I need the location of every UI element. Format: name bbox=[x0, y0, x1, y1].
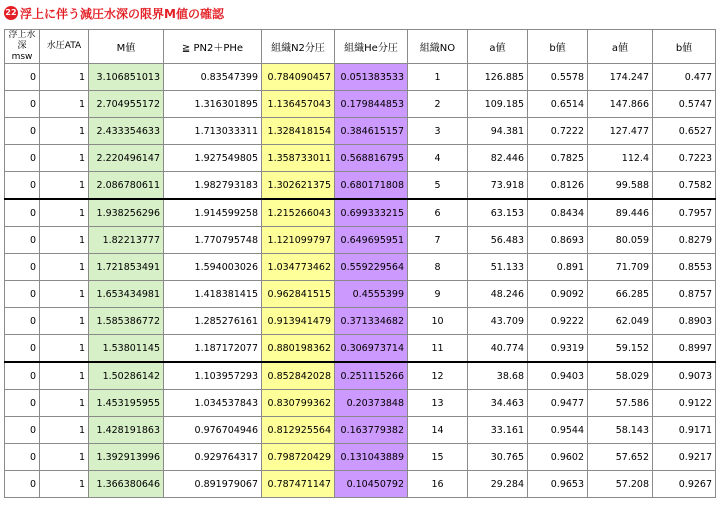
table-row bbox=[5, 145, 716, 172]
cell-pn2-phe: 1.594003026 bbox=[164, 254, 262, 281]
cell-he-pressure: 0.568816795 bbox=[335, 145, 408, 172]
header-b-n2: b値 bbox=[528, 30, 588, 64]
table-row bbox=[5, 335, 716, 363]
cell-pn2-phe: 1.418381415 bbox=[164, 281, 262, 308]
cell-depth: 0 bbox=[5, 417, 40, 444]
cell-depth: 0 bbox=[5, 91, 40, 118]
cell-pn2-phe: 0.891979067 bbox=[164, 471, 262, 498]
cell-b-he: 0.9122 bbox=[653, 390, 716, 417]
cell-n2-pressure: 0.852842028 bbox=[262, 362, 335, 390]
cell-b-n2: 0.9602 bbox=[528, 444, 588, 471]
cell-n2-pressure: 1.034773462 bbox=[262, 254, 335, 281]
table-row bbox=[5, 471, 716, 498]
cell-a-n2: 56.483 bbox=[468, 227, 528, 254]
cell-b-n2: 0.7825 bbox=[528, 145, 588, 172]
cell-tissue-no: 1 bbox=[408, 64, 468, 91]
cell-depth: 0 bbox=[5, 362, 40, 390]
cell-depth: 0 bbox=[5, 444, 40, 471]
cell-he-pressure: 0.163779382 bbox=[335, 417, 408, 444]
cell-pressure: 1 bbox=[40, 417, 89, 444]
cell-a-n2: 63.153 bbox=[468, 199, 528, 227]
cell-b-he: 0.6527 bbox=[653, 118, 716, 145]
header-depth: 浮上水深msw bbox=[5, 30, 40, 64]
cell-b-he: 0.5747 bbox=[653, 91, 716, 118]
cell-pn2-phe: 1.927549805 bbox=[164, 145, 262, 172]
cell-a-n2: 34.463 bbox=[468, 390, 528, 417]
cell-he-pressure: 0.384615157 bbox=[335, 118, 408, 145]
cell-m-value: 1.453195955 bbox=[89, 390, 164, 417]
cell-a-he: 57.652 bbox=[588, 444, 653, 471]
cell-a-n2: 30.765 bbox=[468, 444, 528, 471]
cell-a-n2: 29.284 bbox=[468, 471, 528, 498]
cell-b-n2: 0.9222 bbox=[528, 308, 588, 335]
cell-he-pressure: 0.251115266 bbox=[335, 362, 408, 390]
cell-depth: 0 bbox=[5, 390, 40, 417]
page-title bbox=[4, 4, 224, 22]
header-he-pressure: 組織He分圧 bbox=[335, 30, 408, 64]
cell-a-n2: 40.774 bbox=[468, 335, 528, 363]
cell-b-n2: 0.9403 bbox=[528, 362, 588, 390]
cell-tissue-no: 12 bbox=[408, 362, 468, 390]
cell-tissue-no: 15 bbox=[408, 444, 468, 471]
cell-pn2-phe: 1.982793183 bbox=[164, 172, 262, 200]
cell-m-value: 1.366380646 bbox=[89, 471, 164, 498]
cell-m-value: 1.50286142 bbox=[89, 362, 164, 390]
header-n2-pressure: 組織N2分圧 bbox=[262, 30, 335, 64]
cell-a-he: 174.247 bbox=[588, 64, 653, 91]
cell-a-he: 62.049 bbox=[588, 308, 653, 335]
cell-pn2-phe: 0.976704946 bbox=[164, 417, 262, 444]
cell-m-value: 1.938256296 bbox=[89, 199, 164, 227]
cell-he-pressure: 0.649695951 bbox=[335, 227, 408, 254]
cell-pn2-phe: 0.929764317 bbox=[164, 444, 262, 471]
cell-pn2-phe: 1.034537843 bbox=[164, 390, 262, 417]
cell-b-n2: 0.891 bbox=[528, 254, 588, 281]
cell-tissue-no: 2 bbox=[408, 91, 468, 118]
cell-depth: 0 bbox=[5, 145, 40, 172]
cell-he-pressure: 0.559229564 bbox=[335, 254, 408, 281]
cell-depth: 0 bbox=[5, 471, 40, 498]
table-row bbox=[5, 417, 716, 444]
table-row bbox=[5, 308, 716, 335]
table-row bbox=[5, 281, 716, 308]
cell-pressure: 1 bbox=[40, 227, 89, 254]
cell-depth: 0 bbox=[5, 118, 40, 145]
cell-pn2-phe: 1.914599258 bbox=[164, 199, 262, 227]
cell-pressure: 1 bbox=[40, 172, 89, 200]
cell-a-he: 57.586 bbox=[588, 390, 653, 417]
cell-n2-pressure: 1.121099797 bbox=[262, 227, 335, 254]
cell-a-he: 71.709 bbox=[588, 254, 653, 281]
cell-depth: 0 bbox=[5, 254, 40, 281]
table-row bbox=[5, 390, 716, 417]
cell-pressure: 1 bbox=[40, 64, 89, 91]
cell-he-pressure: 0.306973714 bbox=[335, 335, 408, 363]
cell-pressure: 1 bbox=[40, 281, 89, 308]
cell-tissue-no: 4 bbox=[408, 145, 468, 172]
cell-a-n2: 33.161 bbox=[468, 417, 528, 444]
cell-b-n2: 0.6514 bbox=[528, 91, 588, 118]
cell-m-value: 2.433354633 bbox=[89, 118, 164, 145]
cell-b-he: 0.7223 bbox=[653, 145, 716, 172]
cell-a-he: 147.866 bbox=[588, 91, 653, 118]
header-row bbox=[5, 30, 716, 64]
cell-pressure: 1 bbox=[40, 199, 89, 227]
cell-n2-pressure: 1.302621375 bbox=[262, 172, 335, 200]
m-value-table bbox=[4, 29, 716, 498]
cell-b-he: 0.477 bbox=[653, 64, 716, 91]
table-row bbox=[5, 64, 716, 91]
cell-a-n2: 48.246 bbox=[468, 281, 528, 308]
cell-pressure: 1 bbox=[40, 118, 89, 145]
cell-n2-pressure: 1.136457043 bbox=[262, 91, 335, 118]
cell-m-value: 1.392913996 bbox=[89, 444, 164, 471]
cell-m-value: 2.704955172 bbox=[89, 91, 164, 118]
cell-tissue-no: 6 bbox=[408, 199, 468, 227]
cell-b-he: 0.8997 bbox=[653, 335, 716, 363]
cell-pressure: 1 bbox=[40, 335, 89, 363]
cell-a-n2: 51.133 bbox=[468, 254, 528, 281]
cell-b-n2: 0.9092 bbox=[528, 281, 588, 308]
cell-n2-pressure: 0.787471147 bbox=[262, 471, 335, 498]
title-text: 浮上に伴う減圧水深の限界M値の確認 bbox=[20, 6, 224, 21]
cell-b-he: 0.7582 bbox=[653, 172, 716, 200]
cell-he-pressure: 0.4555399 bbox=[335, 281, 408, 308]
cell-b-n2: 0.9477 bbox=[528, 390, 588, 417]
cell-tissue-no: 3 bbox=[408, 118, 468, 145]
cell-a-n2: 94.381 bbox=[468, 118, 528, 145]
cell-a-he: 89.446 bbox=[588, 199, 653, 227]
cell-he-pressure: 0.10450792 bbox=[335, 471, 408, 498]
cell-n2-pressure: 0.812925564 bbox=[262, 417, 335, 444]
cell-pn2-phe: 1.713033311 bbox=[164, 118, 262, 145]
cell-he-pressure: 0.680171808 bbox=[335, 172, 408, 200]
cell-pn2-phe: 0.83547399 bbox=[164, 64, 262, 91]
cell-a-he: 66.285 bbox=[588, 281, 653, 308]
cell-a-he: 80.059 bbox=[588, 227, 653, 254]
cell-he-pressure: 0.131043889 bbox=[335, 444, 408, 471]
header-b-he: b値 bbox=[653, 30, 716, 64]
cell-he-pressure: 0.371334682 bbox=[335, 308, 408, 335]
cell-n2-pressure: 0.830799362 bbox=[262, 390, 335, 417]
cell-he-pressure: 0.051383533 bbox=[335, 64, 408, 91]
table-row bbox=[5, 118, 716, 145]
cell-depth: 0 bbox=[5, 172, 40, 200]
cell-depth: 0 bbox=[5, 227, 40, 254]
cell-m-value: 2.086780611 bbox=[89, 172, 164, 200]
cell-m-value: 1.82213777 bbox=[89, 227, 164, 254]
cell-b-he: 0.9217 bbox=[653, 444, 716, 471]
cell-pn2-phe: 1.316301895 bbox=[164, 91, 262, 118]
cell-tissue-no: 5 bbox=[408, 172, 468, 200]
cell-a-n2: 82.446 bbox=[468, 145, 528, 172]
cell-depth: 0 bbox=[5, 308, 40, 335]
cell-pn2-phe: 1.103957293 bbox=[164, 362, 262, 390]
cell-b-n2: 0.5578 bbox=[528, 64, 588, 91]
cell-pressure: 1 bbox=[40, 308, 89, 335]
cell-depth: 0 bbox=[5, 335, 40, 363]
cell-tissue-no: 7 bbox=[408, 227, 468, 254]
cell-b-he: 0.9171 bbox=[653, 417, 716, 444]
table-row bbox=[5, 362, 716, 390]
header-a-n2: a値 bbox=[468, 30, 528, 64]
cell-pressure: 1 bbox=[40, 444, 89, 471]
cell-a-he: 127.477 bbox=[588, 118, 653, 145]
cell-tissue-no: 10 bbox=[408, 308, 468, 335]
number-badge: 22 bbox=[4, 6, 18, 20]
cell-m-value: 3.106851013 bbox=[89, 64, 164, 91]
cell-a-he: 58.029 bbox=[588, 362, 653, 390]
cell-b-n2: 0.9653 bbox=[528, 471, 588, 498]
cell-a-he: 57.208 bbox=[588, 471, 653, 498]
header-tissue-no: 組織NO bbox=[408, 30, 468, 64]
cell-n2-pressure: 0.784090457 bbox=[262, 64, 335, 91]
cell-n2-pressure: 0.798720429 bbox=[262, 444, 335, 471]
cell-tissue-no: 14 bbox=[408, 417, 468, 444]
table-row bbox=[5, 444, 716, 471]
table-row bbox=[5, 227, 716, 254]
table-row bbox=[5, 254, 716, 281]
cell-pn2-phe: 1.770795748 bbox=[164, 227, 262, 254]
cell-n2-pressure: 1.215266043 bbox=[262, 199, 335, 227]
cell-b-n2: 0.9544 bbox=[528, 417, 588, 444]
cell-tissue-no: 8 bbox=[408, 254, 468, 281]
cell-depth: 0 bbox=[5, 199, 40, 227]
cell-b-he: 0.9267 bbox=[653, 471, 716, 498]
cell-b-he: 0.8553 bbox=[653, 254, 716, 281]
cell-m-value: 2.220496147 bbox=[89, 145, 164, 172]
cell-b-n2: 0.9319 bbox=[528, 335, 588, 363]
cell-pressure: 1 bbox=[40, 362, 89, 390]
cell-n2-pressure: 1.328418154 bbox=[262, 118, 335, 145]
cell-pressure: 1 bbox=[40, 390, 89, 417]
cell-m-value: 1.53801145 bbox=[89, 335, 164, 363]
header-m-value: M値 bbox=[89, 30, 164, 64]
cell-he-pressure: 0.179844853 bbox=[335, 91, 408, 118]
table-row bbox=[5, 91, 716, 118]
cell-n2-pressure: 0.913941479 bbox=[262, 308, 335, 335]
cell-a-n2: 73.918 bbox=[468, 172, 528, 200]
cell-depth: 0 bbox=[5, 64, 40, 91]
cell-he-pressure: 0.20373848 bbox=[335, 390, 408, 417]
table-row bbox=[5, 172, 716, 200]
cell-b-he: 0.8757 bbox=[653, 281, 716, 308]
cell-tissue-no: 13 bbox=[408, 390, 468, 417]
cell-pressure: 1 bbox=[40, 471, 89, 498]
cell-depth: 0 bbox=[5, 281, 40, 308]
cell-b-n2: 0.8434 bbox=[528, 199, 588, 227]
cell-b-he: 0.8903 bbox=[653, 308, 716, 335]
cell-tissue-no: 16 bbox=[408, 471, 468, 498]
cell-tissue-no: 11 bbox=[408, 335, 468, 363]
header-pressure: 水圧ATA bbox=[40, 30, 89, 64]
cell-pressure: 1 bbox=[40, 254, 89, 281]
cell-m-value: 1.428191863 bbox=[89, 417, 164, 444]
cell-m-value: 1.721853491 bbox=[89, 254, 164, 281]
cell-pn2-phe: 1.187172077 bbox=[164, 335, 262, 363]
cell-b-n2: 0.8126 bbox=[528, 172, 588, 200]
cell-b-n2: 0.8693 bbox=[528, 227, 588, 254]
cell-b-he: 0.7957 bbox=[653, 199, 716, 227]
cell-a-he: 59.152 bbox=[588, 335, 653, 363]
cell-a-n2: 38.68 bbox=[468, 362, 528, 390]
cell-a-he: 58.143 bbox=[588, 417, 653, 444]
cell-pressure: 1 bbox=[40, 145, 89, 172]
header-pn2-phe: ≧ PN2＋PHe bbox=[164, 30, 262, 64]
cell-pressure: 1 bbox=[40, 91, 89, 118]
cell-n2-pressure: 0.880198362 bbox=[262, 335, 335, 363]
cell-a-he: 99.588 bbox=[588, 172, 653, 200]
cell-m-value: 1.585386772 bbox=[89, 308, 164, 335]
cell-b-he: 0.9073 bbox=[653, 362, 716, 390]
cell-a-n2: 109.185 bbox=[468, 91, 528, 118]
cell-a-n2: 43.709 bbox=[468, 308, 528, 335]
cell-n2-pressure: 1.358733011 bbox=[262, 145, 335, 172]
cell-tissue-no: 9 bbox=[408, 281, 468, 308]
cell-n2-pressure: 0.962841515 bbox=[262, 281, 335, 308]
cell-m-value: 1.653434981 bbox=[89, 281, 164, 308]
cell-a-n2: 126.885 bbox=[468, 64, 528, 91]
cell-he-pressure: 0.699333215 bbox=[335, 199, 408, 227]
cell-b-n2: 0.7222 bbox=[528, 118, 588, 145]
header-a-he: a値 bbox=[588, 30, 653, 64]
cell-a-he: 112.4 bbox=[588, 145, 653, 172]
cell-b-he: 0.8279 bbox=[653, 227, 716, 254]
table-row bbox=[5, 199, 716, 227]
cell-pn2-phe: 1.285276161 bbox=[164, 308, 262, 335]
